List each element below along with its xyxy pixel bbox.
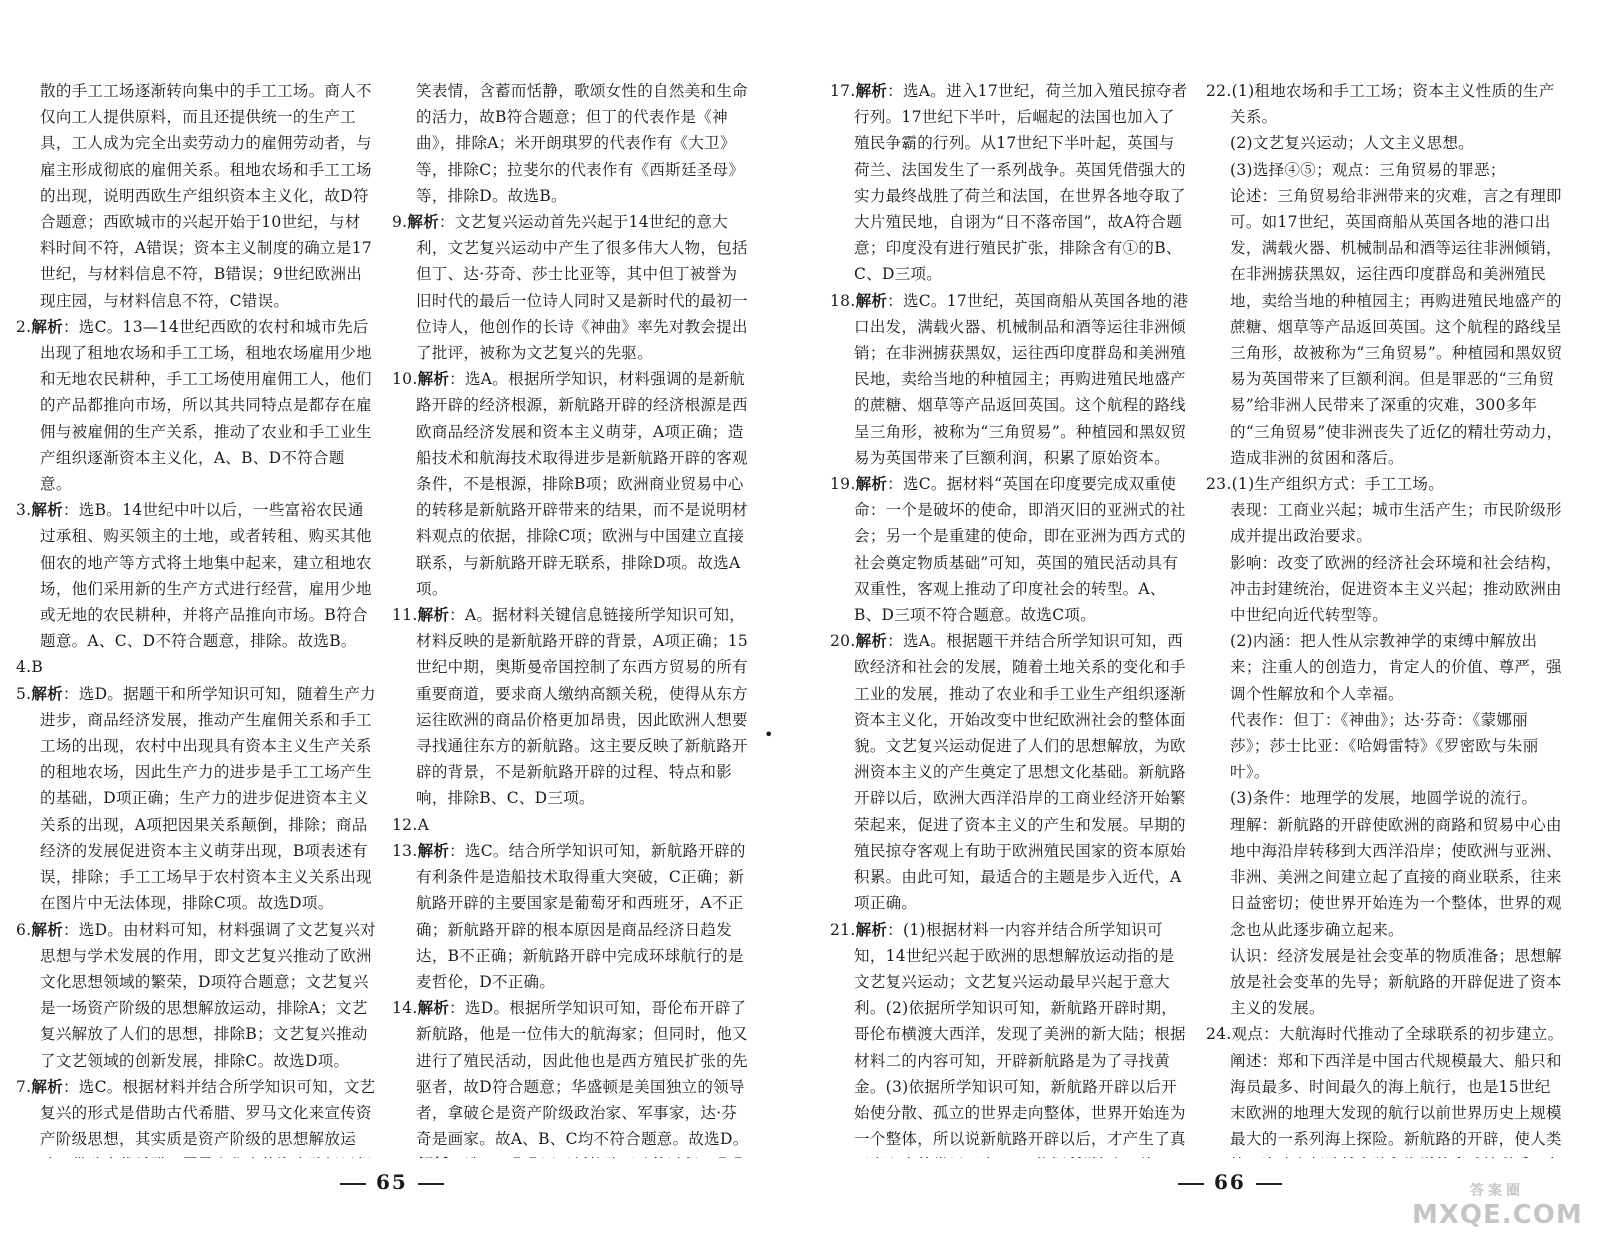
keyword-label: 解析 (31, 501, 63, 520)
answer-paragraph (1206, 550, 1566, 629)
page-number-left (330, 1170, 454, 1194)
keyword-label: 解析 (31, 1077, 63, 1096)
answer-text: ：选C。13—14世纪西欧的农村和城市先后出现了租地农场和手工工场，租地农场雇用少地和无地农民耕种，手工工场使用雇佣工人，他们的产品都推向市场，所以其共同特点是都存在雇佣与被雇佣的生产关系，推动了农业和手工业生产组织逐渐资本主义化，A、B、D不符合题意。 (40, 317, 372, 494)
keyword-label (418, 1156, 450, 1158)
answer-text: ：选D。据题干和所学知识可知，随着生产力进步，商品经济发展，推动产生雇佣关系和手工工场的出现，农村中出现具有资本主义生产关系的租地农场，因此生产力的进步是手工工场产生的基础，D项正确；生产力的进步促进资本主义关系的出现，A项把因果关系颠倒，排除；商品经济的发展促进资本主义萌芽出现，B项表述有误，排除；手工工场早于农村资本主义关系出现在图片中无法体现，排除C项。故选D项。 (40, 684, 376, 913)
answer-paragraph (392, 602, 752, 812)
question-number: 21. (830, 920, 856, 939)
answer-text: 代表作：但丁：《神曲》；达·芬奇：《蒙娜丽莎》；莎士比亚：《哈姆雷特》《罗密欧与朱丽叶》。 (1230, 710, 1539, 782)
keyword-label: 解析 (31, 684, 63, 703)
watermark-line2: MXQE.COM (1412, 1200, 1583, 1230)
answer-paragraph (16, 497, 376, 654)
answer-paragraph (392, 1152, 752, 1158)
answer-paragraph (16, 1074, 376, 1158)
answer-text: ：选A。根据所学知识，材料强调的是新航路开辟的经济根源，新航路开辟的经济根源是西欧商品经济发展和资本主义萌芽，A项正确；造船技术和航海技术取得进步是新航路开辟的客观条件，不是根源，排除B项；欧洲商业贸易中心的转移是新航路开辟带来的结果，而不是说明材料观点的依据，排除C项；欧洲与中国建立直接联系，与新航路开辟无联系，排除D项。故选A项。 (416, 370, 748, 598)
answer-paragraph (1206, 130, 1566, 156)
question-number: 22. (1206, 82, 1232, 100)
keyword-label: 解析 (417, 841, 450, 860)
question-number: 13. (392, 841, 418, 860)
keyword-label: 解析 (417, 370, 450, 389)
answer-text: ：选D。根据所学知识可知，哥伦布开辟了新航路，他是一位伟大的航海家；但同时，他又进行了殖民活动，因此他也是西方殖民扩张的先驱者，故D符合题意；华盛顿是美国独立的领导者，拿破仑是资产阶级政治家、军事家，达·芬奇是画家。故A、B、C均不符合题意。故选D。 (416, 999, 749, 1149)
keyword-label: 解析 (417, 999, 450, 1018)
answer-paragraph (392, 366, 752, 602)
answer-paragraph (830, 628, 1190, 916)
keyword-label: 解析 (855, 475, 888, 494)
column-2 (392, 78, 752, 1158)
answer-text: (2)文艺复兴运动；人文主义思想。 (1230, 134, 1475, 153)
column-4 (1206, 78, 1566, 1158)
answer-paragraph (16, 681, 376, 917)
answer-text: (1)租地农场和手工工场；资本主义性质的生产关系。 (1230, 82, 1555, 127)
answer-paragraph (392, 838, 752, 995)
question-number: 24. (1206, 1025, 1232, 1044)
question-number: 3. (16, 501, 32, 520)
answer-paragraph (830, 288, 1190, 471)
answer-text: 观点：大航海时代推动了全球联系的初步建立。 (1231, 1025, 1564, 1044)
answer-paragraph (1206, 78, 1566, 130)
answer-paragraph (16, 654, 376, 680)
question-number (392, 1156, 418, 1158)
answer-text: 认识：经济发展是社会变革的物质准备；思想解放是社会变革的先导；新航路的开辟促进了资本主义的发展。 (1230, 946, 1562, 1018)
answer-text: ：A。据材料关键信息链接所学知识可知，材料反映的是新航路开辟的背景，A项正确；15世纪中期，奥斯曼帝国控制了东西方贸易的所有重要商道，要求商人缴纳高额关税，使得从东方运往欧洲的商品价格更加昂贵，因此欧洲人想要寻找通往东方的新航路。这主要反映了新航路开辟的背景，不是新航路开辟的过程、特点和影响，排除B、C、D三项。 (416, 606, 749, 808)
answer-text: ：文艺复兴运动首先兴起于14世纪的意大利，文艺复兴运动中产生了很多伟大人物，包括但丁、达·芬奇、莎士比亚等，其中但丁被誉为旧时代的最后一位诗人同时又是新时代的最初一位诗人，他创作的长诗《神曲》率先对教会提出了批评，被称为文艺复兴的先驱。 (416, 213, 748, 363)
keyword-label: 解析 (855, 291, 888, 310)
answer-paragraph (16, 78, 376, 314)
answer-text: ：选A。进入17世纪，荷兰加入殖民掠夺者行列。17世纪下半叶，后崛起的法国也加入了殖民争霸的行列。从17世纪下半叶起，英国与荷兰、法国发生了一系列战争。英国凭借强大的实力最终战胜了荷兰和法国，在世界各地夺取了大片殖民地，自诩为“日不落帝国”，故A符合题意；印度没有进行殖民扩张，排除含有①的B、C、D三项。 (854, 82, 1188, 284)
gutter-mark: • (764, 725, 774, 744)
question-number: 20. (830, 632, 856, 651)
page-number-65: 65 (376, 1170, 408, 1194)
answer-text: A (417, 815, 430, 834)
answer-paragraph (16, 314, 376, 497)
answer-paragraph (1206, 785, 1566, 811)
keyword-label: 解析 (855, 82, 888, 100)
answer-paragraph (392, 209, 752, 366)
answer-paragraph (1206, 471, 1566, 497)
page-number-66: 66 (1214, 1170, 1246, 1194)
question-number: 14. (392, 999, 418, 1018)
answer-paragraph (1206, 943, 1566, 1022)
keyword-label: 解析 (855, 920, 888, 939)
answer-paragraph (16, 917, 376, 1074)
answer-text: 影响：改变了欧洲的经济社会环境和社会结构，冲击封建统治，促进资本主义兴起；推动欧洲由中世纪向近代转型等。 (1230, 553, 1562, 625)
answer-paragraph (1206, 1021, 1566, 1047)
answer-text: 笑表情，含蓄而恬静，歌颂女性的自然美和生命的活力，故B符合题意；但丁的代表作是《神曲》，排除A；米开朗琪罗的代表作有《大卫》等，排除C；拉斐尔的代表作有《西斯廷圣母》等，排除D。故选B。 (416, 82, 748, 205)
answer-text: ：选D。由材料可知，材料强调了文艺复兴对思想与学术发展的作用，即文艺复兴推动了欧洲文化思想领域的繁荣，D项符合题意；文艺复兴是一场资产阶级的思想解放运动，排除A；文艺复兴解放了人们的思想，排除B；文艺复兴推动了文艺领域的创新发展，排除C。故选D项。 (40, 920, 376, 1070)
answer-text: ：(1)根据材料一内容并结合所学知识可知，14世纪兴起于欧洲的思想解放运动指的是文艺复兴运动；文艺复兴运动最早兴起于意大利。(2)依据所学知识可知，新航路开辟时期，哥伦布横渡大西洋，发现了美洲的新大陆；根据材料二的内容可知，开辟新航路是为了寻找黄金。(3)依据所学知识可知，新航路开辟以后开始使分散、孤立的世界走向整体，世界开始连为一个整体，所以说新航路开辟以后，才产生了真 (854, 920, 1186, 1149)
answer-text: ：选B。14世纪中叶以后，一些富裕农民通过承租、购买领主的土地，或者转租、购买其他佃农的地产等方式将土地集中起来，建立租地农场，他们采用新的生产方式进行经营，雇用少地或无地的农民耕种，并将产品推向市场。B符合题意。A、C、D不符合题意，排除。故选B。 (40, 501, 372, 651)
answer-text: ：选C。结合所学知识可知，新航路开辟的有利条件是造船技术取得重大突破，C正确；新航路开辟的主要国家是葡萄牙和西班牙，A不正确；新航路开辟的根本原因是商品经济日趋发达，B不正确；新航路开辟中完成环球航行的是麦哲伦，D不正确。 (416, 841, 746, 991)
answer-paragraph (830, 471, 1190, 628)
watermark-logo (1412, 1180, 1582, 1236)
keyword-label: 解析 (417, 606, 450, 625)
question-number: 12. (392, 815, 418, 834)
page-number-right (1168, 1170, 1292, 1194)
answer-paragraph (1206, 183, 1566, 471)
question-number: 11. (392, 606, 418, 625)
question-number: 18. (830, 291, 856, 310)
question-number: 7. (16, 1077, 32, 1096)
answer-text: (1)生产组织方式：手工工场。 (1231, 475, 1445, 494)
answer-text: ：选A。根据题干并结合所学知识可知，西欧经济和社会的发展，随着土地关系的变化和手工业的发展，推动了农业和手工业生产组织逐渐资本主义化，开始改变中世纪欧洲社会的整体面貌。文艺复兴运动促进了人们的思想解放，为欧洲资本主义的产生奠定了思想文化基础。新航路开辟以后，欧洲大西洋沿岸的工商业经济开始繁荣起来，促进了资本主义的产生和发展。早期的殖民掠夺客观上有助于欧洲殖民国家的资本原始积累。由此可知，最适合的主题是步入近代，A项正确。 (854, 632, 1186, 913)
answer-paragraph (1206, 707, 1566, 786)
question-number: 9. (392, 213, 408, 232)
answer-text: 表现：工商业兴起；城市生活产生；市民阶级形成并提出政治要求。 (1230, 501, 1562, 546)
answer-text: 论述：三角贸易给非洲带来的灾难，言之有理即可。如17世纪，英国商船从英国各地的港口出发，满载火器、机械制品和酒等运往非洲倾销，在非洲掳获黑奴，运往西印度群岛和美洲殖民地，卖给当地的种植园主；再购进殖民地盛产的蔗糖、烟草等产品返回英国。这个航程的路线呈三角形，故被称为“三角贸易”。种植园和黑奴贸易为英国带来了巨额利润。但是罪恶的“三角贸易”给非洲人民带来了深重的灾难，300多年的“三角贸易”使非洲丧失了近亿的精壮劳动力，造成非洲的贫困和落后。 (1230, 186, 1563, 467)
answer-text (416, 1156, 746, 1158)
answer-text: ：选C。据材料“英国在印度要完成双重使命：一个是破坏的使命，即消灭旧的亚洲式的社会；另一个是重建的使命，即在亚洲为西方式的社会奠定物质基础”可知，英国的殖民活动具有双重性，客观上推动了印度社会的转型。A、B、D三项不符合题意。故选C项。 (854, 475, 1186, 625)
answer-text: (3)条件：地理学的发展，地圆学说的流行。 (1230, 789, 1538, 808)
keyword-label: 解析 (855, 632, 888, 651)
answer-text: (2)内涵：把人性从宗教神学的束缚中解放出来；注重人的创造力，肯定人的价值、尊严，强调个性解放和个人幸福。 (1230, 632, 1562, 703)
question-number: 4. (16, 658, 32, 677)
answer-text: ：选C。17世纪，英国商船从英国各地的港口出发，满载火器、机械制品和酒等运往非洲倾销；在非洲掳获黑奴，运往西印度群岛和美洲殖民地，卖给当地的种植园主；再购进殖民地盛产的蔗糖、烟草等产品返回英国。这个航程的路线呈三角形，被称为“三角贸易”。种植园和黑奴贸易为英国带来了巨额利润，积累了原始资本。 (854, 291, 1189, 467)
answer-text: 理解：新航路的开辟使欧洲的商路和贸易中心由地中海沿岸转移到大西洋沿岸；使欧洲与亚洲、非洲、美洲之间建立起了直接的商业联系，往来日益密切；使世界开始连为一个整体，世界的观念也从此逐步确立起来。 (1230, 815, 1562, 939)
column-3 (830, 78, 1190, 1158)
answer-text: B (31, 658, 44, 677)
question-number: 6. (16, 920, 32, 939)
answer-text: (3)选择④⑤；观点：三角贸易的罪恶； (1230, 160, 1506, 179)
answer-paragraph (392, 812, 752, 838)
question-number: 23. (1206, 475, 1232, 494)
answer-paragraph (1206, 497, 1566, 549)
answer-paragraph (392, 78, 752, 209)
answer-paragraph (1206, 1048, 1566, 1158)
question-number: 2. (16, 317, 32, 336)
question-number: 19. (830, 475, 856, 494)
answer-text: ：选C。根据材料并结合所学知识可知，文艺复兴的形式是借助古代希腊、罗马文化来宣传资产阶级思想，其实质是资产阶级的思想解放运 (40, 1077, 376, 1149)
answer-paragraph (1206, 812, 1566, 943)
keyword-label: 解析 (407, 213, 439, 232)
answer-paragraph (1206, 157, 1566, 183)
answer-text: 阐述：郑和下西洋是中国古代规模最大、船只和海员最多、时间最久的海上航行，也是15世纪末欧洲的地理大发现的航行以前世界历史上规模最大的一系列海上探险。新航路的开辟，使人类 (1230, 1051, 1562, 1149)
question-number: 5. (16, 684, 32, 703)
column-1 (16, 78, 376, 1158)
answer-paragraph (830, 78, 1190, 288)
answer-paragraph (830, 917, 1190, 1159)
question-number: 17. (830, 82, 856, 100)
keyword-label: 解析 (31, 920, 63, 939)
keyword-label: 解析 (31, 317, 63, 336)
answer-paragraph (1206, 628, 1566, 707)
question-number: 10. (392, 370, 418, 389)
watermark-line1: 答案圈 (1470, 1183, 1524, 1199)
answer-text: 散的手工工场逐渐转向集中的手工工场。商人不仅向工人提供原料，而且还提供统一的生产工具，工人成为完全出卖劳动力的雇佣劳动者，与雇主形成彻底的雇佣关系。租地农场和手工工场的出现，说明西欧生产组织资本主义化，故D符合题意；西欧城市的兴起开始于10世纪，与材料时间不符，A错误；资本主义制度的确立是17世纪，与材料信息不符，B错误；9世纪欧洲出现庄园，与材料信息不符，C错误。 (40, 82, 373, 310)
answer-paragraph (392, 995, 752, 1152)
